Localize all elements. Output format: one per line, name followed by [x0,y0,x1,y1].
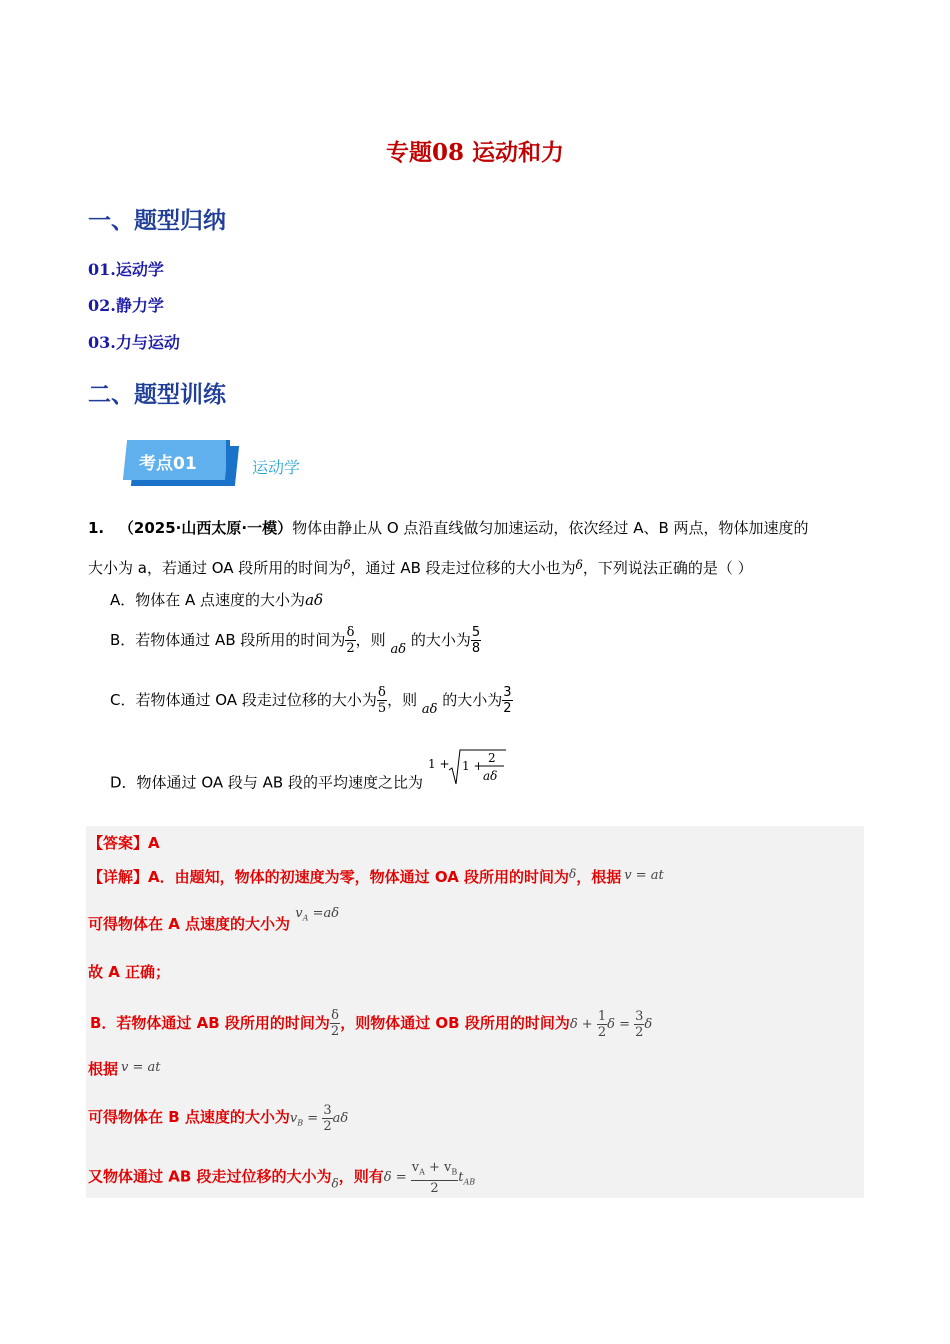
question-source: （2025·山西太原·一模） [118,519,293,537]
fraction-delta-over-2: $\frac{\delta}{2}$ [330,1008,340,1039]
option-c-text: C．若物体通过 OA 段走过位移的大小为 [110,691,377,709]
svg-text:aδ: aδ [482,769,498,783]
delta-symbol: δ [343,558,351,572]
delta-symbol: δ [331,1176,339,1191]
badge-text: 考点01 [139,454,197,474]
detail-l6: 可得物体在 B 点速度的大小为 [88,1108,290,1126]
detail-l4b: ，则物体通过 OB 段所用的时间为 [340,1014,570,1032]
detail-l1b: ，根据 [576,868,622,886]
badge-label: 运动学 [252,458,301,477]
fraction-5-over-8: $\frac{5}{8}$ [471,625,481,656]
question-line-1 [88,518,809,538]
option-b-ad: aδ [390,642,407,657]
option-c[interactable] [110,685,513,720]
option-d-text: D．物体通过 OA 段与 AB 段的平均速度之比为 [110,773,423,792]
svg-text:1 +: 1 + [461,759,484,773]
fraction-delta-over-5: $\frac{\delta}{5}$ [377,685,387,716]
answer-detail-line-7 [88,1160,475,1196]
answer-detail-line-5 [88,1058,161,1079]
detail-l7: 又物体通过 AB 段走过位移的大小为 [88,1167,332,1186]
detail-l1: A．由题知，物体的初速度为零，物体通过 OA 段所用的时间为 [148,868,570,886]
formula-ab-displacement: δ = $\frac{v_A + v_B}{2}$ $t_{AB}$ [383,1160,476,1196]
formula-vA: $v_A =a\delta$ [295,906,340,923]
detail-l7b: ，则有 [338,1167,384,1186]
question-line-2 [88,555,753,578]
fraction-delta-over-2: $\frac{\delta}{2}$ [346,625,355,656]
svg-text:1 +: 1 + [427,757,450,771]
badge-divider [226,440,230,484]
page-title: 专题08 运动和力 [385,139,564,166]
option-d[interactable] [110,748,508,793]
option-b-text: B．若物体通过 AB 段所用的时间为 [110,631,346,649]
question-stem-1: 物体由静止从 O 点沿直线做匀加速运动，依次经过 A、B 两点，物体加速度的 [292,519,809,537]
detail-label: 【详解】 [88,868,149,886]
option-b-then: ，则 [355,631,386,649]
option-c-ad: aδ [421,702,438,717]
fraction-3-over-2: $\frac{3}{2}$ [503,685,512,716]
option-b[interactable] [110,625,481,660]
question-number: 1. [88,519,105,537]
delta-symbol: δ [575,558,583,572]
toc-item-1[interactable]: 01.运动学 [88,260,164,279]
answer-detail-line-4 [90,1008,652,1040]
question-stem-2c: ，下列说法正确的是（ ） [582,559,753,577]
formula-v-at: v = at [624,868,664,883]
option-c-size: 的大小为 [442,691,503,709]
section-heading-summary: 一、题型归纳 [88,207,226,234]
formula-ob-time: δ + $\frac{1}{2}$ δ = $\frac{3}{2}$ δ [569,1009,653,1040]
question-stem-2a: 大小为 a，若通过 OA 段所用的时间为 [88,559,344,577]
section-heading-training: 二、题型训练 [88,381,226,408]
detail-l2: 可得物体在 A 点速度的大小为 [88,915,291,933]
formula-vB: $v_B$ = $\frac{3}{2}$ aδ [289,1103,349,1134]
formula-v-at: v = at [121,1060,161,1075]
option-a-value: aδ [305,591,324,609]
option-d-formula [428,748,508,790]
detail-l4: B．若物体通过 AB 段所用的时间为 [90,1014,330,1032]
answer-detail-line-6 [88,1103,348,1134]
detail-l5: 根据 [88,1060,119,1078]
answer-detail-line-2 [88,906,340,935]
question-stem-2b: ，通过 AB 段走过位移的大小也为 [350,559,576,577]
answer-detail-line-3: 故 A 正确； [88,963,171,981]
delta-symbol: δ [569,867,577,881]
option-c-then: ，则 [387,691,418,709]
answer-label: 【答案】A [88,834,160,852]
option-a[interactable] [110,590,323,610]
toc-item-3[interactable]: 03.力与运动 [88,333,180,352]
option-b-size: 的大小为 [410,631,471,649]
svg-text:2: 2 [487,751,496,765]
answer-detail-line-1 [88,866,664,887]
toc-item-2[interactable]: 02.静力学 [88,296,164,315]
topic-badge [125,440,240,486]
option-a-text: A．物体在 A 点速度的大小为 [110,591,306,609]
